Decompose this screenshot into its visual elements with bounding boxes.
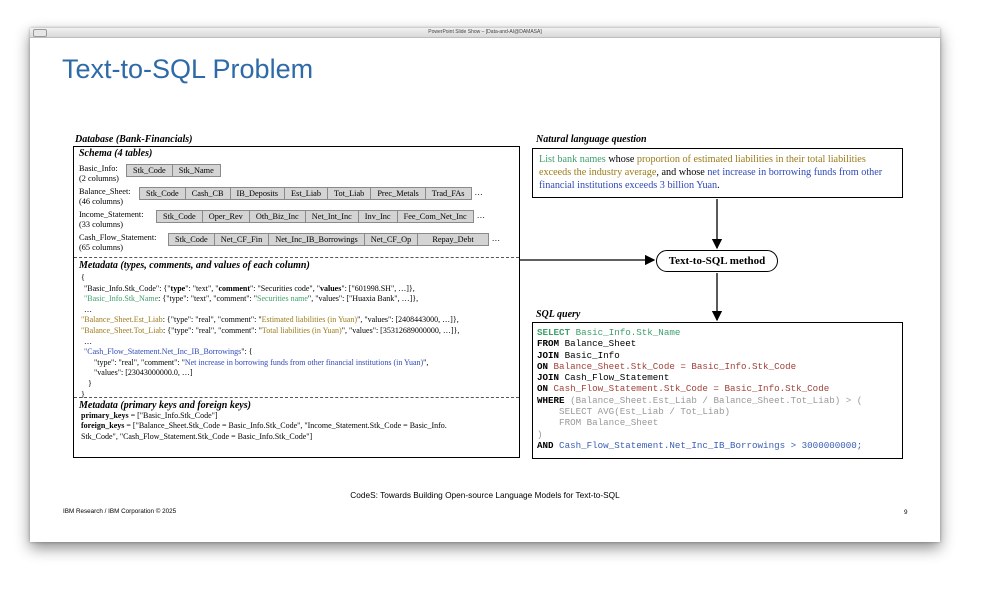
sql-line: SELECT Basic_Info.Stk_Name xyxy=(537,327,681,338)
nl-part: , and whose xyxy=(656,167,708,178)
sql-line: FROM Balance_Sheet xyxy=(537,417,659,429)
table-column-count: (65 columns) xyxy=(79,243,124,252)
sql-query-label: SQL query xyxy=(536,309,581,320)
table-column-count: (2 columns) xyxy=(79,174,119,183)
nl-question-label: Natural language question xyxy=(536,134,647,145)
text-to-sql-method-node: Text-to-SQL method xyxy=(656,250,778,272)
column-cell: Net_Int_Inc xyxy=(306,210,359,223)
sql-line: ON Cash_Flow_Statement.Stk_Code = Basic_Info.Stk_Code xyxy=(537,383,830,395)
table-cells xyxy=(126,164,221,177)
meta-line: { xyxy=(81,273,85,282)
metadata-keys-block xyxy=(81,411,447,442)
meta-line: "Cash_Flow_Statement.Net_Inc_IB_Borrowings": { xyxy=(84,347,253,357)
meta-line: "Basic_Info.Stk_Name: {"type": "text", "comment": "Securities name", "values": ["Huaxia Bank", …]}, xyxy=(84,294,419,304)
column-cell: Inv_Inc xyxy=(359,210,398,223)
column-cell: Stk_Code xyxy=(156,210,203,223)
meta-line: "type": "real", "comment": "Net increase in borrowing funds from other financial institutions (in Yuan)", xyxy=(94,357,429,367)
sql-line: JOIN Cash_Flow_Statement xyxy=(537,372,670,384)
meta-line: } xyxy=(81,389,85,399)
foreign-keys-line: foreign_keys = ["Balance_Sheet.Stk_Code = Basic_Info.Stk_Code", "Income_Statement.Stk_Code = Basic_Info. xyxy=(81,421,447,431)
meta-line: "Balance_Sheet.Tot_Liab: {"type": "real", "comment": "Total liabilities (in Yuan)", "values": [35312689000000, …]}, xyxy=(81,325,460,335)
more-columns-indicator: … xyxy=(476,211,486,220)
meta-line: "values": [23043000000.0, …] xyxy=(94,368,193,378)
slide-footer: IBM Research / IBM Corporation © 2025 xyxy=(63,508,177,515)
meta-line: "Balance_Sheet.Est_Liab: {"type": "real", "comment": "Estimated liabilities (in Yuan)", "values": [2408443000, …]}, xyxy=(81,315,459,325)
column-cell: Est_Liab xyxy=(285,187,328,200)
column-cell: Stk_Code xyxy=(126,164,173,177)
table-name: Balance_Sheet: xyxy=(79,187,131,196)
column-cell: Trad_FAs xyxy=(426,187,472,200)
table-cells xyxy=(139,187,483,200)
column-cell: Fee_Com_Net_Inc xyxy=(398,210,474,223)
sql-line: WHERE (Balance_Sheet.Est_Liab / Balance_Sheet.Tot_Liab) > ( xyxy=(537,394,863,406)
presentation-window xyxy=(30,28,940,542)
column-cell: Tot_Liab xyxy=(328,187,371,200)
nl-question-box xyxy=(532,148,903,198)
database-label: Database (Bank-Financials) xyxy=(75,134,193,145)
page-number: 9 xyxy=(904,509,908,516)
column-cell: IB_Deposits xyxy=(231,187,286,200)
primary-keys-line: primary_keys = ["Basic_Info.Stk_Code"] xyxy=(81,411,218,420)
table-cells xyxy=(156,210,485,223)
nl-part: List bank names xyxy=(539,154,606,165)
metadata-keys-label: Metadata (primary keys and foreign keys) xyxy=(79,400,251,411)
section-divider xyxy=(74,397,519,398)
sql-line: SELECT AVG(Est_Liab / Tot_Liab) xyxy=(537,406,730,418)
table-cells xyxy=(168,233,500,246)
column-cell: Oth_Biz_Inc xyxy=(250,210,306,223)
sql-line: ) xyxy=(537,428,543,440)
foreign-keys-line-cont: Stk_Code", "Cash_Flow_Statement.Stk_Code = Basic_Info.Stk_Code"] xyxy=(81,431,313,441)
schema-label: Schema (4 tables) xyxy=(79,148,153,159)
sql-line: FROM Balance_Sheet xyxy=(537,338,637,350)
column-cell: Stk_Name xyxy=(173,164,221,177)
slide xyxy=(30,38,940,542)
nl-part: whose xyxy=(605,154,637,165)
nl-part: net increase in borrowing funds from other financial institutions exceeds 3 billion Yuan xyxy=(539,167,883,191)
column-cell: Net_Inc_IB_Borrowings xyxy=(269,233,365,246)
meta-line: "Basic_Info.Stk_Code": {"type": "text", "comment": "Securities code", "values": ["601998.SH", …]}, xyxy=(84,283,415,293)
slide-caption: CodeS: Towards Building Open-source Language Models for Text-to-SQL xyxy=(350,490,620,500)
sql-line: JOIN Basic_Info xyxy=(537,349,620,361)
nl-part: . xyxy=(717,180,720,191)
column-cell: Net_CF_Fin xyxy=(215,233,270,246)
column-cell: Net_CF_Op xyxy=(365,233,419,246)
table-name: Cash_Flow_Statement: xyxy=(79,233,157,242)
table-name: Basic_Info: xyxy=(79,164,118,173)
meta-line: … xyxy=(84,304,92,314)
nl-part: proportion of estimated liabilities in their total liabilities exceeds the industry average xyxy=(539,154,866,178)
sql-query-box xyxy=(532,322,903,459)
more-columns-indicator: … xyxy=(491,234,501,243)
meta-line: } xyxy=(88,378,92,388)
table-name: Income_Statement: xyxy=(79,210,144,219)
section-divider xyxy=(74,257,519,258)
slide-title: Text-to-SQL Problem xyxy=(62,54,314,84)
more-columns-indicator: … xyxy=(474,188,483,197)
table-column-count: (46 columns) xyxy=(79,197,124,206)
sql-line: ON Balance_Sheet.Stk_Code = Basic_Info.Stk_Code xyxy=(537,360,797,372)
metadata-columns-block xyxy=(81,273,459,400)
column-cell: Oper_Rev xyxy=(203,210,250,223)
database-box xyxy=(73,146,520,458)
sql-line: AND Cash_Flow_Statement.Net_Inc_IB_Borrowings > 3000000000; xyxy=(537,439,863,451)
meta-line: … xyxy=(84,336,92,346)
window-titlebar xyxy=(30,28,940,38)
table-column-count: (33 columns) xyxy=(79,220,124,229)
column-cell: Repay_Debt xyxy=(418,233,488,246)
column-cell: Cash_CB xyxy=(186,187,231,200)
metadata-columns-label: Metadata (types, comments, and values of each column) xyxy=(79,260,310,271)
column-cell: Stk_Code xyxy=(168,233,215,246)
window-title: PowerPoint Slide Show – [Data-and-AI@DAMASA] xyxy=(428,29,542,35)
column-cell: Stk_Code xyxy=(139,187,186,200)
column-cell: Prec_Metals xyxy=(371,187,425,200)
